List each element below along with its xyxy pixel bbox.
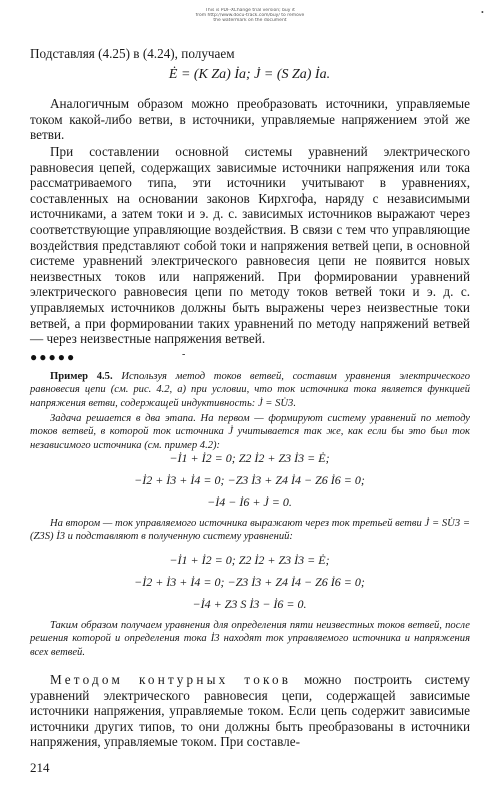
watermark-line: the watermark on the document (213, 18, 287, 23)
watermark-header (150, 8, 350, 23)
method-paragraph (30, 672, 470, 750)
separator-dash: - (182, 349, 186, 360)
system-paragraph: При составлении основной системы уравнений электрического равновесия цепей, содержащих зависимые источники напряжения или тока рассматриваемого типа, эти источники учитывают в уравнениях, составленных на основании законов Кирхгофа, наряду с независимыми источниками, а затем токи и э. д. с. зависимых источников выражают через соответствующие управляющие воздействия. В связи с тем что управляющие воздействия представляют собой токи и напряжения ветвей цепи, в основной системе уравнений электрического равновесия цепи не появится новых неизвестных токов или напряжений. При формировании уравнений электрического равновесия цепи по методу токов ветвей токи и э. д. с. управляемых источников должны быть выражены через неизвестные токи ветвей, а при формировании таких уравнений по методу напряжений ветвей — через неизвестные напряжения ветвей. (30, 144, 470, 347)
intro-equation: Ė = (K Za) İa; J̇ = (S Za) İa. (168, 67, 331, 82)
watermark-line: from http://www.docu-track.com/buy/ to remove (195, 13, 305, 18)
intro-paragraph: Подставляя (4.25) в (4.24), получаем (30, 46, 235, 61)
page-number: 214 (30, 760, 50, 775)
method-name: Методом контурных токов (50, 672, 292, 687)
watermark-line: This is PDF-XChange trial version; buy it (205, 8, 295, 13)
example-task: Задача решается в два этапа. На первом — формируют систему уравнений по методу токов ветвей, в которой ток источника J̇ учитывается так же, как если бы это был ток независимого источника (см. пример 4.2): (30, 413, 470, 451)
equation-row: −İ4 − İ6 + J̇ = 0. (207, 495, 292, 509)
equation-row: −İ2 + İ3 + İ4 = 0; −Z3 İ3 + Z4 İ4 − Z6 İ6 = 0; (134, 473, 365, 487)
equation-row: −İ1 + İ2 = 0; Z2 İ2 + Z3 İ3 = Ė; (169, 553, 330, 567)
equation-row: −İ1 + İ2 = 0; Z2 İ2 + Z3 İ3 = Ė; (169, 451, 330, 465)
analog-paragraph: Аналогичным образом можно преобразовать источники, управляемые током какой-либо ветви, в источники, управляемые напряжением этой же ветви. (30, 96, 470, 143)
example-statement (30, 370, 470, 410)
example-second-stage: На втором — ток управляемого источника выражают через ток третьей ветви J̇ = SU̇3 = (Z3S) İ3 и подставляют в полученную систему уравнений: (30, 518, 470, 543)
method-text: можно построить систему уравнений электрического равновесия цепи, содержащей зависимые источники напряжения, управляемые током. Если цепь содержит зависимые источники других типов, то они должны быть преобразованы в источники напряжения, управляемые током. При составле- (30, 672, 470, 750)
equation-row: −İ2 + İ3 + İ4 = 0; −Z3 İ3 + Z4 İ4 − Z6 İ6 = 0; (134, 575, 365, 589)
equation-row: −İ4 + Z3 S İ3 − İ6 = 0. (192, 597, 307, 611)
section-separator-dots: ●●●●● (30, 350, 77, 364)
example-label: Пример 4.5. (50, 371, 113, 382)
example-result: Таким образом получаем уравнения для определения пяти неизвестных токов ветвей, после решения которой и определения тока İ3 находят ток управляемого источника и напряжения всех ветвей. (30, 620, 470, 658)
example-text: Используя метод токов ветвей, составим уравнения электрического равновесия цепи (см. рис. 4.2, а) при условии, что ток источника тока является функцией напряжения ветви, содержащей индуктивность: J̇ = SU̇3. (30, 371, 470, 409)
corner-mark: • (481, 8, 484, 17)
